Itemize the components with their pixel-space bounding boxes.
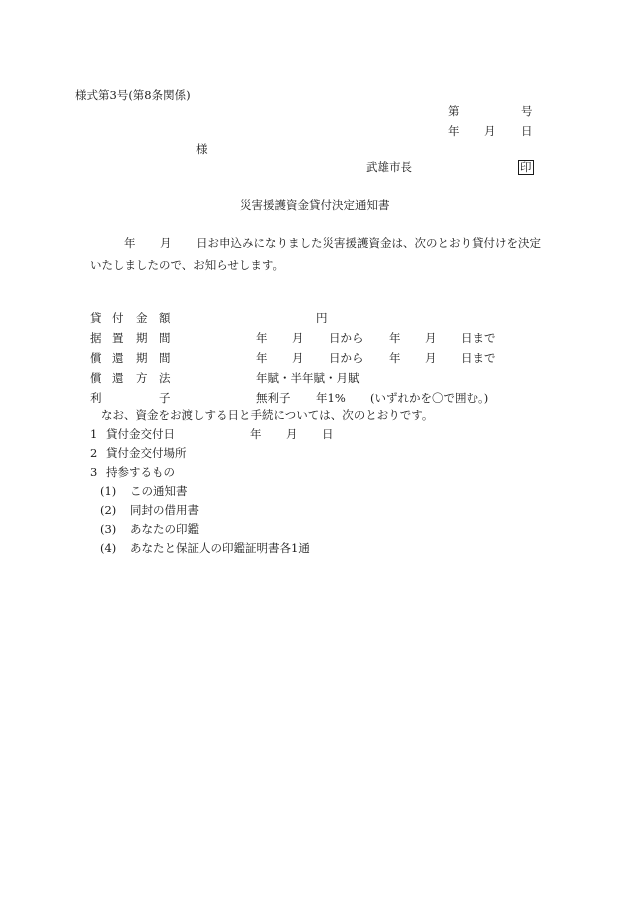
subitem-number: (1): [100, 484, 117, 498]
document-title: 災害援護資金貸付決定通知書: [240, 198, 390, 212]
addressee-suffix: 様: [196, 142, 208, 156]
yen-unit: 円: [316, 311, 328, 325]
issuer-name: 武雄市長: [366, 160, 412, 174]
label-char: 額: [159, 311, 171, 325]
label-char: 子: [159, 391, 171, 405]
label-char: 還: [112, 351, 124, 365]
label-char: 利: [90, 391, 102, 405]
label-char: 償: [90, 371, 102, 385]
label-char: 還: [112, 371, 124, 385]
subitem-number: (3): [100, 522, 117, 536]
start-month: 月: [292, 351, 304, 365]
item-month: 月: [286, 427, 298, 441]
intro-text: 日お申込みになりました災害援護資金は、次のとおり貸付けを決定: [196, 236, 541, 250]
end-month: 月: [425, 351, 437, 365]
item-day: 日: [322, 427, 334, 441]
subitem-label: あなたと保証人の印鑑証明書各1通: [130, 541, 310, 555]
start-month: 月: [292, 331, 304, 345]
end-year: 年: [389, 351, 401, 365]
label-char: 付: [112, 311, 124, 325]
document-number-suffix: 号: [521, 104, 533, 118]
intro-text-line2: いたしましたので、お知らせします。: [90, 258, 285, 272]
label-char: 据: [90, 331, 102, 345]
document-number-prefix: 第: [448, 104, 460, 118]
item-number: 1: [90, 427, 98, 441]
date-day: 日: [521, 124, 533, 138]
subitem-label: あなたの印鑑: [130, 522, 199, 536]
item-label: 持参するもの: [106, 465, 175, 479]
label-char: 貸: [90, 311, 102, 325]
start-year: 年: [256, 351, 268, 365]
repayment-options: 年賦・半年賦・月賦: [256, 371, 360, 385]
start-year: 年: [256, 331, 268, 345]
item-label: 貸付金交付場所: [106, 446, 187, 460]
label-char: 金: [136, 311, 148, 325]
label-char: 法: [159, 371, 171, 385]
item-label: 貸付金交付日: [106, 427, 175, 441]
item-number: 3: [90, 465, 98, 479]
end-day: 日まで: [461, 351, 496, 365]
label-char: 期: [136, 351, 148, 365]
notice-text: なお、資金をお渡しする日と手続については、次のとおりです。: [101, 408, 434, 422]
item-year: 年: [250, 427, 262, 441]
subitem-number: (2): [100, 503, 117, 517]
start-day: 日から: [329, 331, 364, 345]
label-char: 償: [90, 351, 102, 365]
label-char: 置: [112, 331, 124, 345]
label-char: 間: [159, 351, 171, 365]
intro-month: 月: [160, 236, 172, 250]
date-month: 月: [484, 124, 496, 138]
subitem-label: 同封の借用書: [130, 503, 199, 517]
end-year: 年: [389, 331, 401, 345]
seal-mark: 印: [520, 160, 532, 174]
subitem-number: (4): [100, 541, 117, 555]
start-day: 日から: [329, 351, 364, 365]
form-label: 様式第3号(第8条関係): [75, 88, 191, 102]
end-month: 月: [425, 331, 437, 345]
label-char: 間: [159, 331, 171, 345]
label-char: 期: [136, 331, 148, 345]
item-number: 2: [90, 446, 98, 460]
label-char: 方: [136, 371, 148, 385]
interest-option-rate: 年1%: [316, 391, 346, 405]
intro-year: 年: [124, 236, 136, 250]
interest-note: (いずれかを〇で囲む。): [370, 391, 489, 405]
date-year: 年: [448, 124, 460, 138]
subitem-label: この通知書: [130, 484, 188, 498]
interest-option-free: 無利子: [256, 391, 291, 405]
end-day: 日まで: [461, 331, 496, 345]
